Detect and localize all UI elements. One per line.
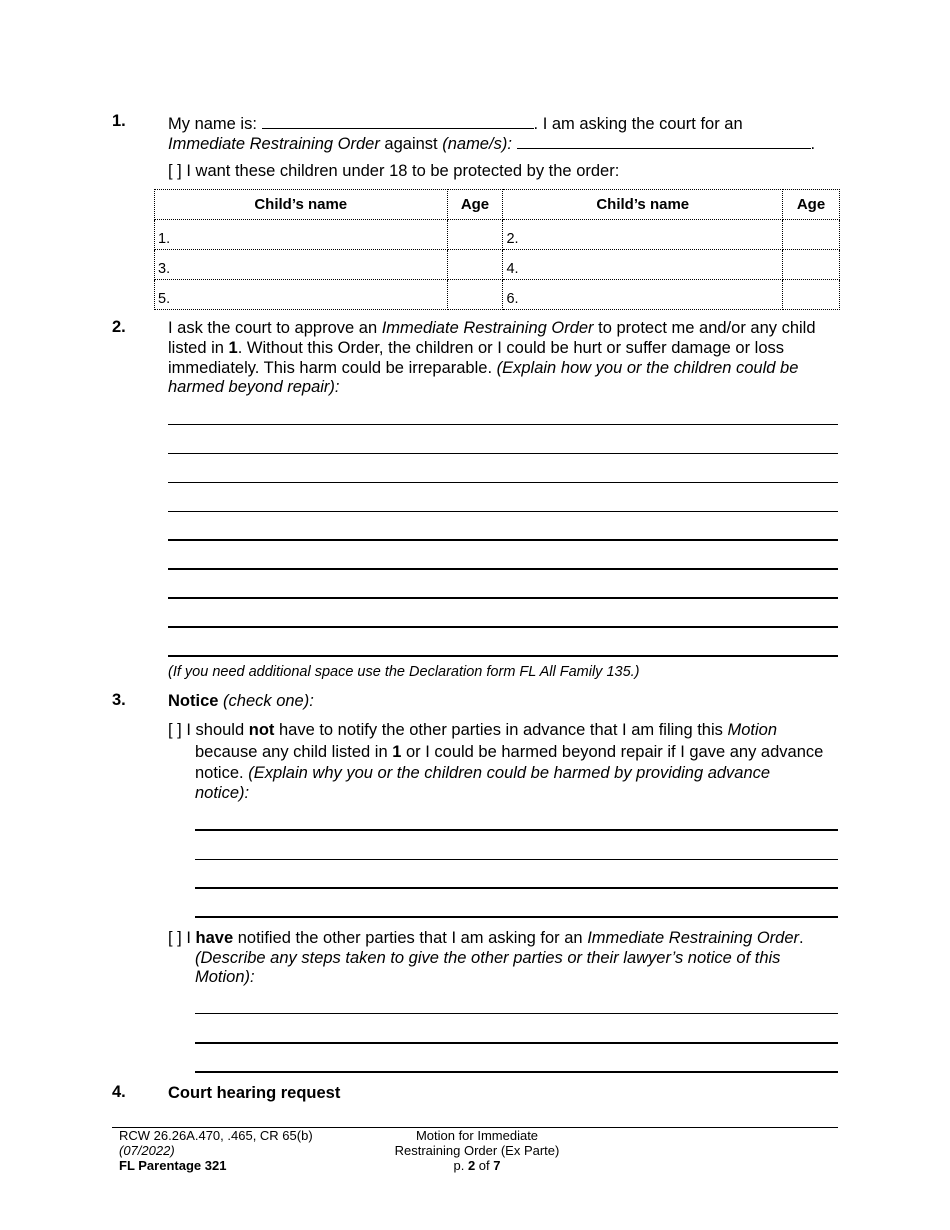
- child-name-cell[interactable]: 3.: [155, 250, 448, 280]
- page-total: 7: [493, 1158, 501, 1173]
- describe-steps-line[interactable]: [195, 1042, 838, 1044]
- header-child-name: Child’s name: [503, 190, 783, 220]
- s2-text: I ask the court to approve an: [168, 319, 382, 337]
- header-child-name: Child’s name: [155, 190, 448, 220]
- footer-page: [327, 1158, 627, 1173]
- s2-text: to protect me and/or any child: [593, 319, 816, 337]
- my-name-field[interactable]: [262, 112, 534, 129]
- table-row: [155, 250, 840, 280]
- children-checkbox[interactable]: [ ]: [168, 162, 182, 180]
- opt1-instruction: (Explain why you or the children could be harmed by providing advance: [248, 764, 771, 782]
- notice-option-2-checkbox[interactable]: [ ]: [168, 929, 182, 947]
- opt2-text: I: [186, 929, 196, 947]
- page-number: 2: [467, 1158, 476, 1173]
- s2-line-4: harmed beyond repair):: [168, 378, 340, 396]
- s2-text: listed in: [168, 339, 229, 357]
- against-names-field[interactable]: [517, 132, 811, 149]
- notice-option-2: [168, 928, 804, 948]
- child-age-cell[interactable]: [783, 250, 840, 280]
- extra-space-note: (If you need additional space use the Declaration form FL All Family 135.): [168, 664, 640, 680]
- my-name-label: My name is:: [168, 115, 257, 133]
- opt2-text: .: [799, 929, 804, 947]
- page-prefix: p.: [453, 1158, 468, 1173]
- child-age-cell[interactable]: [447, 280, 503, 310]
- child-name-cell[interactable]: 6.: [503, 280, 783, 310]
- name-line: [168, 112, 743, 134]
- s2-text: immediately. This harm could be irreparable.: [168, 359, 497, 377]
- explain-harm-line[interactable]: [168, 511, 838, 512]
- against-line: [168, 132, 815, 154]
- child-name-cell[interactable]: 5.: [155, 280, 448, 310]
- explain-harm-line[interactable]: [168, 453, 838, 454]
- section-ref: 1: [228, 339, 238, 357]
- explain-harm-line[interactable]: [168, 626, 838, 628]
- opt2-line-2: (Describe any steps taken to give the other parties or their lawyer’s notice of this: [195, 949, 781, 967]
- opt1-line-4: notice):: [195, 784, 250, 802]
- explain-notice-line[interactable]: [195, 859, 838, 860]
- section-3-number: 3.: [112, 691, 126, 709]
- s2-text: . Without this Order, the children or I could be hurt or suffer damage or loss: [237, 339, 785, 357]
- notice-title: Notice: [168, 692, 219, 710]
- against-text: against: [379, 135, 443, 153]
- iro-term: Immediate Restraining Order: [168, 135, 380, 153]
- child-age-cell[interactable]: [783, 220, 840, 250]
- opt2-line-3: Motion):: [195, 968, 255, 986]
- s2-line-3: [168, 358, 798, 378]
- child-name-cell[interactable]: 1.: [155, 220, 448, 250]
- section-1-number: 1.: [112, 112, 126, 130]
- explain-notice-line[interactable]: [195, 887, 838, 889]
- notice-option-1-checkbox[interactable]: [ ]: [168, 721, 182, 739]
- section-4-number: 4.: [112, 1083, 126, 1101]
- footer-title-1: Motion for Immediate: [415, 1128, 539, 1143]
- page-of: of: [475, 1158, 494, 1173]
- iro-term: Immediate Restraining Order: [587, 929, 800, 947]
- iro-term: Immediate Restraining Order: [381, 319, 594, 337]
- header-age: Age: [447, 190, 503, 220]
- footer-title-2: Restraining Order (Ex Parte): [394, 1143, 560, 1158]
- table-header-row: [155, 190, 840, 220]
- opt1-text: notice.: [195, 764, 249, 782]
- children-checkbox-line: [168, 161, 619, 181]
- section-ref: 1: [392, 743, 402, 761]
- explain-harm-line[interactable]: [168, 482, 838, 483]
- footer-left: [119, 1128, 313, 1173]
- opt1-line-2: [195, 742, 823, 762]
- table-row: [155, 220, 840, 250]
- opt2-text: notified the other parties that I am asking for an: [233, 929, 588, 947]
- names-label: (name/s):: [442, 135, 512, 153]
- court-hearing-title: Court hearing request: [168, 1084, 341, 1102]
- footer-rcw: RCW 26.26A.470, .465, CR 65(b): [119, 1128, 313, 1143]
- explain-notice-line[interactable]: [195, 916, 838, 918]
- opt1-line-3: [195, 763, 770, 783]
- opt1-text: have to notify the other parties in advance that I am filing this: [274, 721, 728, 739]
- header-age: Age: [783, 190, 840, 220]
- notice-title-note: (check one):: [218, 692, 314, 710]
- children-text: I want these children under 18 to be protected by the order:: [186, 162, 620, 180]
- footer-date: (07/2022): [119, 1143, 175, 1158]
- child-age-cell[interactable]: [447, 250, 503, 280]
- notice-option-1: [168, 720, 777, 740]
- describe-steps-line[interactable]: [195, 1071, 838, 1073]
- footer-form-id: FL Parentage 321: [119, 1158, 227, 1173]
- footer-center: [327, 1128, 627, 1173]
- explain-harm-line[interactable]: [168, 424, 838, 425]
- notice-heading: [168, 691, 314, 711]
- s2-line-1: [168, 318, 816, 338]
- child-age-cell[interactable]: [447, 220, 503, 250]
- table-row: [155, 280, 840, 310]
- section-2-number: 2.: [112, 318, 126, 336]
- explain-notice-line[interactable]: [195, 829, 838, 831]
- opt1-emphasis: not: [248, 721, 275, 739]
- opt1-text: because any child listed in: [195, 743, 393, 761]
- period: .: [810, 135, 816, 153]
- child-name-cell[interactable]: 2.: [503, 220, 783, 250]
- explain-harm-line[interactable]: [168, 655, 838, 657]
- explain-harm-line[interactable]: [168, 568, 838, 570]
- opt2-emphasis: have: [195, 929, 234, 947]
- explain-harm-line[interactable]: [168, 539, 838, 541]
- explain-harm-line[interactable]: [168, 597, 838, 599]
- children-table: [154, 189, 840, 310]
- opt1-text: or I could be harmed beyond repair if I gave any advance: [401, 743, 824, 761]
- s2-line-2: [168, 338, 784, 358]
- child-age-cell[interactable]: [783, 280, 840, 310]
- describe-steps-line[interactable]: [195, 1013, 838, 1014]
- opt1-text: I should: [186, 721, 249, 739]
- child-name-cell[interactable]: 4.: [503, 250, 783, 280]
- asking-text: . I am asking the court for an: [533, 115, 743, 133]
- motion-term: Motion: [727, 721, 778, 739]
- s2-instruction: (Explain how you or the children could be: [496, 359, 799, 377]
